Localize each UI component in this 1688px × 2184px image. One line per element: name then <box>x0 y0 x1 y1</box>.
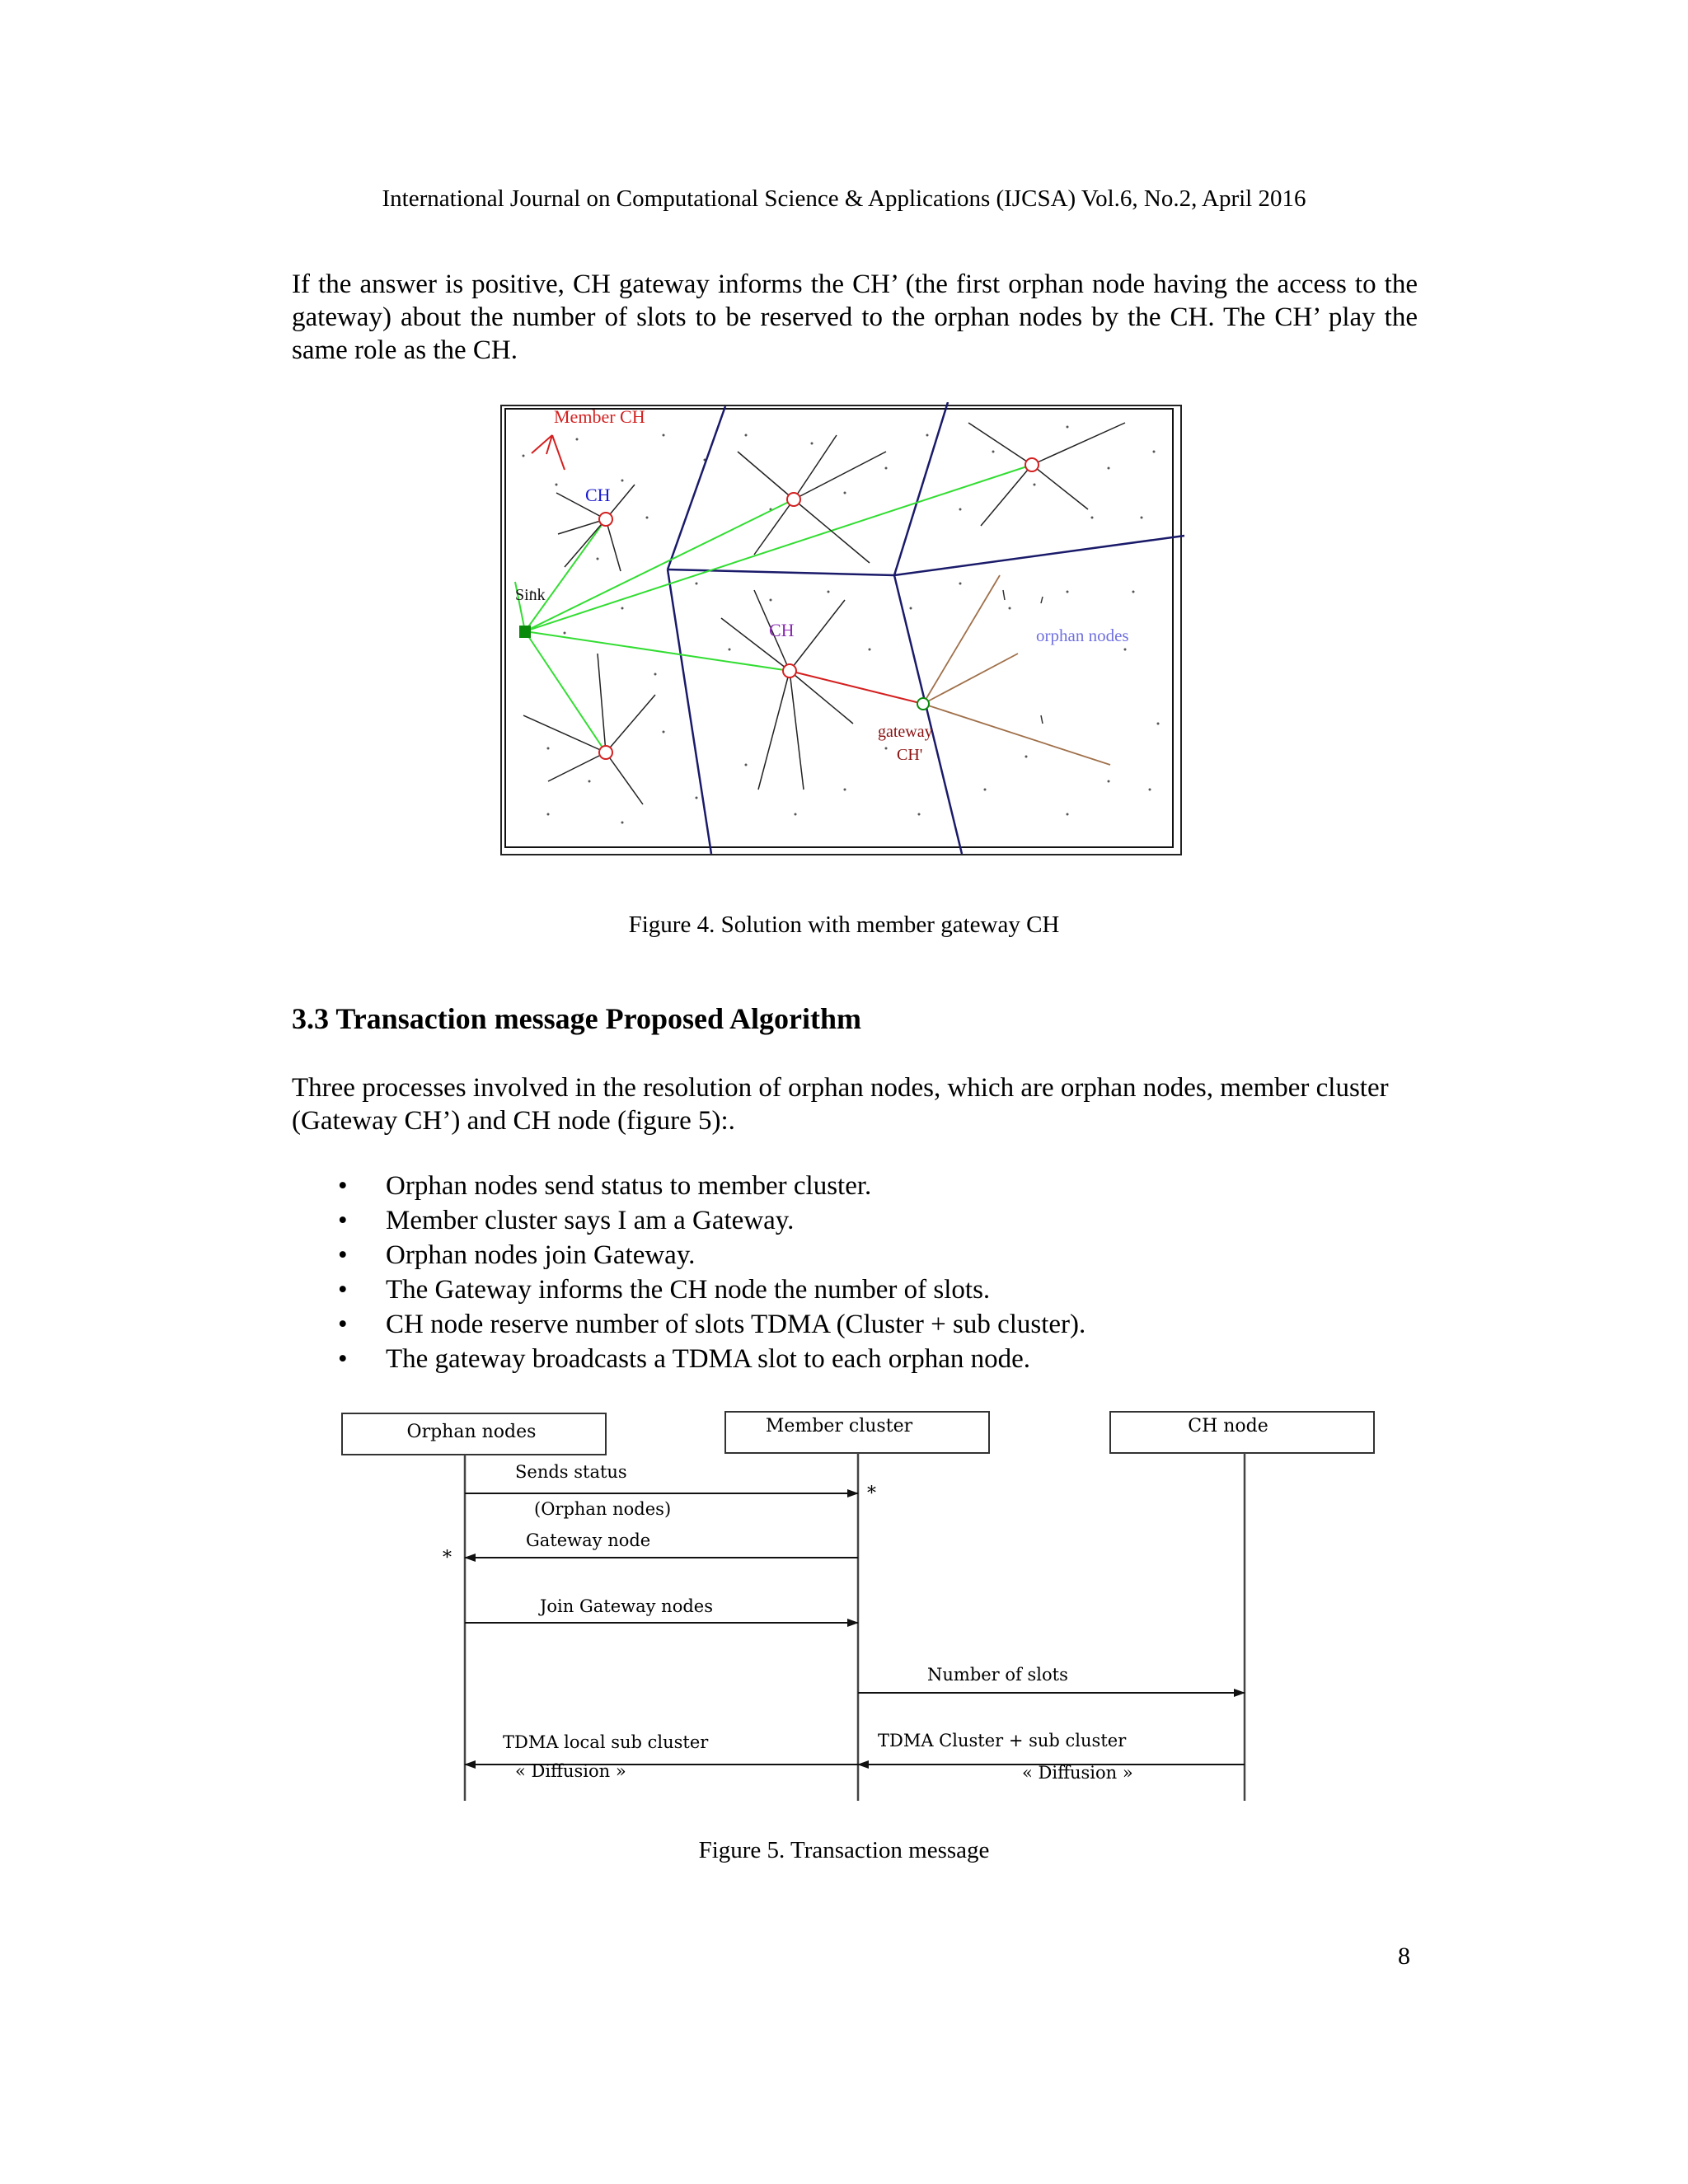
list-item: • The gateway broadcasts a TDMA slot to each orphan node. <box>292 1342 1085 1376</box>
bullet-symbol: • <box>338 1275 348 1305</box>
msg-tdma-cluster: TDMA Cluster + sub cluster <box>878 1731 1127 1750</box>
gateway-node <box>917 698 929 710</box>
bullet-symbol: • <box>338 1344 348 1374</box>
bullet-symbol: • <box>338 1206 348 1235</box>
list-item: • Member cluster says I am a Gateway. <box>292 1203 1085 1238</box>
msg-diffusion-left: « Diffusion » <box>515 1761 626 1781</box>
section-heading: 3.3 Transaction message Proposed Algorithm <box>292 1002 861 1035</box>
label-orphan-nodes: orphan nodes <box>1036 626 1129 645</box>
msg-diffusion-right: « Diffusion » <box>1022 1763 1133 1783</box>
figure-4-caption: Figure 4. Solution with member gateway CH <box>628 912 1060 938</box>
sink-node <box>519 626 531 638</box>
label-ch-center: CH <box>769 620 795 640</box>
msg-orphan-nodes: (Orphan nodes) <box>534 1499 672 1519</box>
actor-ch-node: CH node <box>1188 1416 1268 1436</box>
bullet-list <box>292 1169 1085 1376</box>
label-gateway: gateway <box>878 723 933 741</box>
section-paragraph: Three processes involved in the resolution of orphan nodes, which are orphan nodes, member cluster (Gateway CH’) and CH node (figure 5):. <box>292 1073 1389 1136</box>
figure-5-sequence-diagram <box>338 1405 1385 1801</box>
msg-join-gateway: Join Gateway nodes <box>540 1596 713 1616</box>
label-member-ch: Member CH <box>554 406 645 427</box>
label-ch-top: CH <box>585 485 611 505</box>
bullet-symbol: • <box>338 1171 348 1201</box>
star-orphan: * <box>443 1548 452 1568</box>
list-item: • The Gateway informs the CH node the number of slots. <box>292 1272 1085 1307</box>
star-member: * <box>867 1483 876 1504</box>
figure-4-network-diagram <box>499 402 1187 859</box>
page-number: 8 <box>1398 1943 1410 1970</box>
label-sink: Sink <box>515 586 546 604</box>
msg-tdma-local: TDMA local sub cluster <box>503 1732 709 1752</box>
actor-member-cluster: Member cluster <box>765 1416 913 1436</box>
bullet-symbol: • <box>338 1310 348 1339</box>
msg-number-of-slots: Number of slots <box>927 1665 1068 1685</box>
actor-orphan-nodes: Orphan nodes <box>406 1422 537 1442</box>
intro-paragraph: If the answer is positive, CH gateway informs the CH’ (the first orphan node having the access to the gateway) about the number of slots to be reserved to the orphan nodes by the CH. The CH’ play the same role as the CH. <box>292 269 1418 365</box>
label-ch-prime: CH' <box>897 746 923 764</box>
bullet-symbol: • <box>338 1240 348 1270</box>
list-item: • Orphan nodes join Gateway. <box>292 1238 1085 1272</box>
figure-5-caption: Figure 5. Transaction message <box>698 1837 990 1863</box>
msg-sends-status: Sends status <box>515 1462 627 1482</box>
list-item: • CH node reserve number of slots TDMA (Cluster + sub cluster). <box>292 1307 1085 1342</box>
msg-gateway-node: Gateway node <box>526 1530 651 1550</box>
journal-header: International Journal on Computational Science & Applications (IJCSA) Vol.6, No.2, April 2016 <box>382 185 1306 212</box>
list-item: • Orphan nodes send status to member cluster. <box>292 1169 1085 1203</box>
